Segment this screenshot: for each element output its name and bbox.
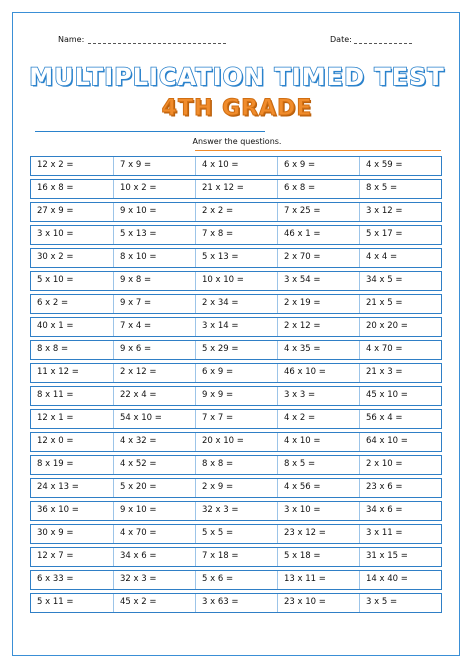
- problem-cell[interactable]: 4 x 59 =: [359, 157, 441, 175]
- problem-cell[interactable]: 34 x 5 =: [359, 272, 441, 290]
- problem-cell[interactable]: 24 x 13 =: [37, 482, 79, 492]
- page-subtitle: 4TH GRADE: [161, 96, 313, 121]
- problem-cell[interactable]: 6 x 9 =: [195, 364, 277, 382]
- problem-cell[interactable]: 9 x 8 =: [113, 272, 195, 290]
- problem-cell[interactable]: 36 x 10 =: [37, 505, 79, 515]
- problem-cell[interactable]: 7 x 4 =: [113, 318, 195, 336]
- problem-cell[interactable]: 8 x 5 =: [277, 456, 359, 474]
- problem-cell[interactable]: 27 x 9 =: [37, 206, 74, 216]
- problem-cell[interactable]: 6 x 2 =: [37, 298, 69, 308]
- problem-cell[interactable]: 3 x 5 =: [359, 594, 441, 612]
- problem-cell[interactable]: 30 x 9 =: [37, 528, 74, 538]
- problem-row: [30, 478, 442, 498]
- problem-cell[interactable]: 9 x 10 =: [113, 502, 195, 520]
- problem-cell[interactable]: 16 x 8 =: [37, 183, 74, 193]
- problem-cell[interactable]: 12 x 7 =: [37, 551, 74, 561]
- problem-row: [30, 386, 442, 406]
- problem-cell[interactable]: 2 x 2 =: [195, 203, 277, 221]
- problem-cell[interactable]: 4 x 32 =: [113, 433, 195, 451]
- problem-cell[interactable]: 31 x 15 =: [359, 548, 441, 566]
- problem-row: [30, 294, 442, 314]
- problem-cell[interactable]: 5 x 29 =: [195, 341, 277, 359]
- problem-cell[interactable]: 23 x 6 =: [359, 479, 441, 497]
- problem-cell[interactable]: 3 x 11 =: [359, 525, 441, 543]
- problem-cell[interactable]: 8 x 8 =: [37, 344, 69, 354]
- problem-cell[interactable]: 6 x 8 =: [277, 180, 359, 198]
- problem-cell[interactable]: 40 x 1 =: [37, 321, 74, 331]
- problem-cell[interactable]: 2 x 12 =: [277, 318, 359, 336]
- problem-cell[interactable]: 4 x 4 =: [359, 249, 441, 267]
- problem-cell[interactable]: 12 x 0 =: [37, 436, 74, 446]
- problem-cell[interactable]: 4 x 2 =: [277, 410, 359, 428]
- problem-cell[interactable]: 4 x 70 =: [359, 341, 441, 359]
- problem-cell[interactable]: 2 x 9 =: [195, 479, 277, 497]
- page-title: MULTIPLICATION TIMED TEST: [29, 63, 445, 91]
- problem-cell[interactable]: 2 x 70 =: [277, 249, 359, 267]
- problem-cell[interactable]: 12 x 1 =: [37, 413, 74, 423]
- problem-cell[interactable]: 3 x 10 =: [37, 229, 74, 239]
- name-field[interactable]: [88, 43, 226, 44]
- problem-cell[interactable]: 7 x 9 =: [113, 157, 195, 175]
- problem-row: [30, 455, 442, 475]
- instructions: Answer the questions.: [192, 137, 282, 146]
- problem-cell[interactable]: 34 x 6 =: [359, 502, 441, 520]
- problem-cell[interactable]: 8 x 19 =: [37, 459, 74, 469]
- problem-cell[interactable]: 7 x 25 =: [277, 203, 359, 221]
- problem-row: [30, 202, 442, 222]
- problem-cell[interactable]: 5 x 13 =: [113, 226, 195, 244]
- problem-cell[interactable]: 5 x 11 =: [37, 597, 74, 607]
- problem-cell[interactable]: 9 x 10 =: [113, 203, 195, 221]
- problem-cell[interactable]: 4 x 10 =: [277, 433, 359, 451]
- problem-cell[interactable]: 2 x 12 =: [113, 364, 195, 382]
- problem-cell[interactable]: 46 x 10 =: [277, 364, 359, 382]
- problem-cell[interactable]: 8 x 10 =: [113, 249, 195, 267]
- problem-row: [30, 570, 442, 590]
- problem-cell[interactable]: 7 x 8 =: [195, 226, 277, 244]
- problem-cell[interactable]: 4 x 35 =: [277, 341, 359, 359]
- problem-row: [30, 524, 442, 544]
- problem-cell[interactable]: 4 x 52 =: [113, 456, 195, 474]
- problem-cell[interactable]: 3 x 3 =: [277, 387, 359, 405]
- problem-cell[interactable]: 23 x 12 =: [277, 525, 359, 543]
- problem-cell[interactable]: 3 x 63 =: [195, 594, 277, 612]
- problem-cell[interactable]: 23 x 10 =: [277, 594, 359, 612]
- problem-cell[interactable]: 30 x 2 =: [37, 252, 74, 262]
- name-label: Name:: [58, 35, 85, 44]
- problem-cell[interactable]: 9 x 7 =: [113, 295, 195, 313]
- problem-cell[interactable]: 21 x 3 =: [359, 364, 441, 382]
- problem-cell[interactable]: 4 x 56 =: [277, 479, 359, 497]
- problem-row: [30, 248, 442, 268]
- divider-orange: [195, 150, 441, 151]
- problem-cell[interactable]: 9 x 9 =: [195, 387, 277, 405]
- problem-cell[interactable]: 45 x 2 =: [113, 594, 195, 612]
- problem-cell[interactable]: 21 x 5 =: [359, 295, 441, 313]
- problem-row: [30, 547, 442, 567]
- problem-cell[interactable]: 46 x 1 =: [277, 226, 359, 244]
- date-label: Date:: [330, 35, 352, 44]
- problem-cell[interactable]: 34 x 6 =: [113, 548, 195, 566]
- problem-cell[interactable]: 45 x 10 =: [359, 387, 441, 405]
- problem-cell[interactable]: 32 x 3 =: [195, 502, 277, 520]
- problem-row: [30, 432, 442, 452]
- problem-cell[interactable]: 7 x 18 =: [195, 548, 277, 566]
- problem-cell[interactable]: 13 x 11 =: [277, 571, 359, 589]
- problem-cell[interactable]: 2 x 19 =: [277, 295, 359, 313]
- problem-cell[interactable]: 4 x 70 =: [113, 525, 195, 543]
- problem-row: [30, 409, 442, 429]
- problem-cell[interactable]: 3 x 54 =: [277, 272, 359, 290]
- problem-cell[interactable]: 8 x 11 =: [37, 390, 74, 400]
- problem-cell[interactable]: 4 x 10 =: [195, 157, 277, 175]
- problem-cell[interactable]: 3 x 10 =: [277, 502, 359, 520]
- problem-cell[interactable]: 12 x 2 =: [37, 160, 74, 170]
- problem-grid: [30, 156, 442, 616]
- problem-cell[interactable]: 64 x 10 =: [359, 433, 441, 451]
- problem-cell[interactable]: 7 x 7 =: [195, 410, 277, 428]
- problem-cell[interactable]: 3 x 14 =: [195, 318, 277, 336]
- problem-row: [30, 156, 442, 176]
- problem-row: [30, 593, 442, 613]
- problem-cell[interactable]: 6 x 9 =: [277, 157, 359, 175]
- problem-cell[interactable]: 14 x 40 =: [359, 571, 441, 589]
- problem-cell[interactable]: 5 x 6 =: [195, 571, 277, 589]
- problem-cell[interactable]: 8 x 8 =: [195, 456, 277, 474]
- problem-cell[interactable]: 5 x 20 =: [113, 479, 195, 497]
- problem-cell[interactable]: 10 x 2 =: [113, 180, 195, 198]
- problem-cell[interactable]: 21 x 12 =: [195, 180, 277, 198]
- problem-row: [30, 363, 442, 383]
- problem-cell[interactable]: 5 x 13 =: [195, 249, 277, 267]
- problem-cell[interactable]: 20 x 10 =: [195, 433, 277, 451]
- problem-cell[interactable]: 5 x 18 =: [277, 548, 359, 566]
- problem-cell[interactable]: 32 x 3 =: [113, 571, 195, 589]
- problem-cell[interactable]: 11 x 12 =: [37, 367, 79, 377]
- problem-cell[interactable]: 6 x 33 =: [37, 574, 74, 584]
- problem-cell[interactable]: 9 x 6 =: [113, 341, 195, 359]
- problem-cell[interactable]: 54 x 10 =: [113, 410, 195, 428]
- problem-cell[interactable]: 3 x 12 =: [359, 203, 441, 221]
- problem-cell[interactable]: 2 x 10 =: [359, 456, 441, 474]
- problem-cell[interactable]: 5 x 17 =: [359, 226, 441, 244]
- problem-cell[interactable]: 5 x 10 =: [37, 275, 74, 285]
- problem-row: [30, 271, 442, 291]
- problem-cell[interactable]: 10 x 10 =: [195, 272, 277, 290]
- problem-row: [30, 179, 442, 199]
- problem-cell[interactable]: 56 x 4 =: [359, 410, 441, 428]
- problem-cell[interactable]: 20 x 20 =: [359, 318, 441, 336]
- problem-row: [30, 317, 442, 337]
- problem-row: [30, 225, 442, 245]
- problem-cell[interactable]: 8 x 5 =: [359, 180, 441, 198]
- problem-row: [30, 501, 442, 521]
- problem-row: [30, 340, 442, 360]
- date-field[interactable]: [354, 43, 412, 44]
- problem-cell[interactable]: 2 x 34 =: [195, 295, 277, 313]
- problem-cell[interactable]: 22 x 4 =: [113, 387, 195, 405]
- divider-blue: [35, 131, 265, 132]
- problem-cell[interactable]: 5 x 5 =: [195, 525, 277, 543]
